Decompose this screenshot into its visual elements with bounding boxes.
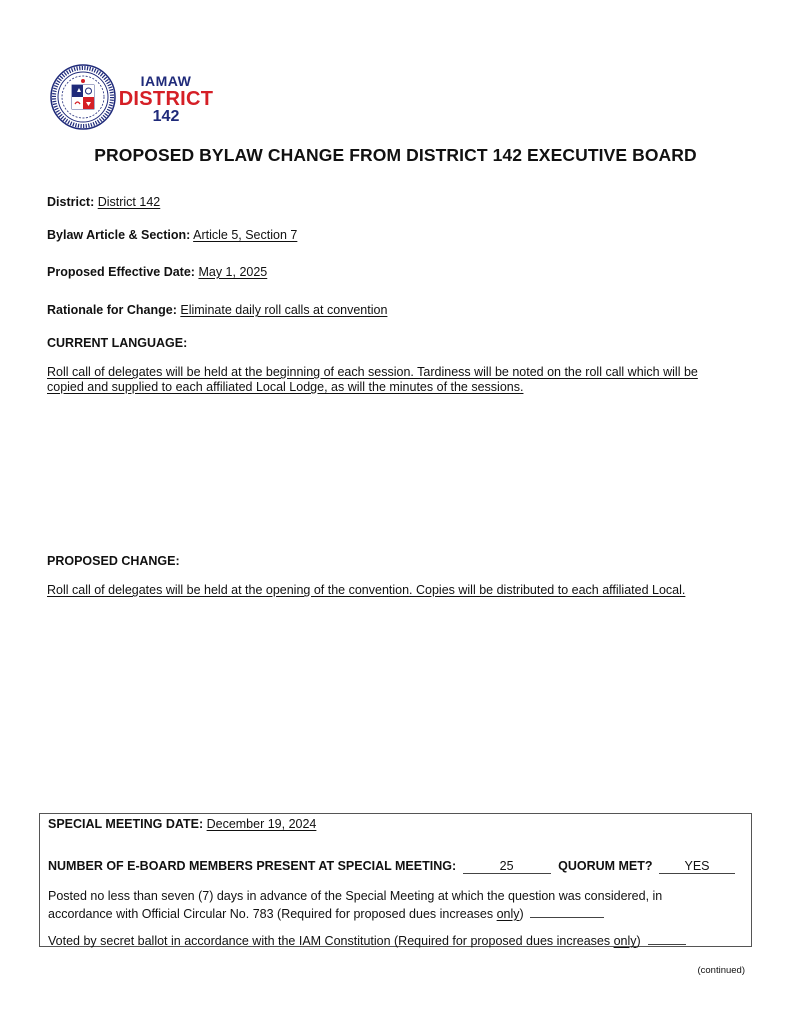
logo-iamaw: IAMAW (140, 73, 192, 89)
rationale-label: Rationale for Change: (47, 303, 177, 317)
posted-close: ) (519, 907, 524, 921)
district-value: District 142 (97, 195, 161, 209)
voted-close: ) (636, 934, 641, 948)
members-label: NUMBER OF E-BOARD MEMBERS PRESENT AT SPECIAL MEETING: (48, 859, 457, 873)
effective-date-field (47, 265, 267, 279)
voted-only: only (613, 934, 637, 948)
article-value: Article 5, Section 7 (193, 228, 298, 242)
meeting-date-value: December 19, 2024 (206, 817, 317, 831)
current-language-text: Roll call of delegates will be held at the beginning of each session. Tardiness will be noted on the roll call which will be copied and supplied to each affiliated Local Lodge, as will the minutes of the sessions. (47, 365, 698, 394)
posted-text-line2: accordance with Official Circular No. 783 (Required for proposed dues increases (48, 907, 497, 921)
quorum-label: QUORUM MET? (558, 859, 653, 873)
proposed-change-text: Roll call of delegates will be held at the opening of the convention. Copies will be distributed to each affiliated Local. (47, 583, 686, 597)
effective-date-value: May 1, 2025 (198, 265, 268, 279)
proposed-change-heading: PROPOSED CHANGE: (47, 554, 180, 568)
logo-district: DISTRICT (118, 88, 214, 110)
meeting-date-row (48, 817, 316, 831)
quorum-value: YES (659, 860, 735, 874)
posted-only: only (496, 907, 520, 921)
members-value: 25 (463, 860, 551, 874)
logo-number: 142 (152, 108, 180, 125)
posted-value (530, 904, 604, 918)
page-title: PROPOSED BYLAW CHANGE FROM DISTRICT 142 EXECUTIVE BOARD (94, 145, 697, 165)
voted-value (648, 931, 686, 945)
members-row (48, 859, 735, 874)
logo-wordmark (116, 74, 216, 125)
rationale-value: Eliminate daily roll calls at convention (180, 303, 388, 317)
rationale-field (47, 303, 387, 317)
special-meeting-box (39, 813, 752, 947)
district-field (47, 195, 160, 209)
posted-row (48, 889, 743, 922)
district-logo (50, 64, 220, 130)
article-label: Bylaw Article & Section: (47, 228, 191, 242)
iam-seal-icon (50, 64, 116, 130)
current-language-heading: CURRENT LANGUAGE: (47, 336, 188, 350)
meeting-date-label: SPECIAL MEETING DATE: (48, 817, 204, 831)
effective-date-label: Proposed Effective Date: (47, 265, 195, 279)
continued-note: (continued) (697, 965, 745, 976)
voted-text: Voted by secret ballot in accordance with the IAM Constitution (Required for proposed dues increases (48, 934, 614, 948)
district-label: District: (47, 195, 95, 209)
posted-text-line1: Posted no less than seven (7) days in advance of the Special Meeting at which the question was considered, in (48, 889, 663, 903)
article-field (47, 228, 297, 242)
voted-row (48, 931, 686, 948)
